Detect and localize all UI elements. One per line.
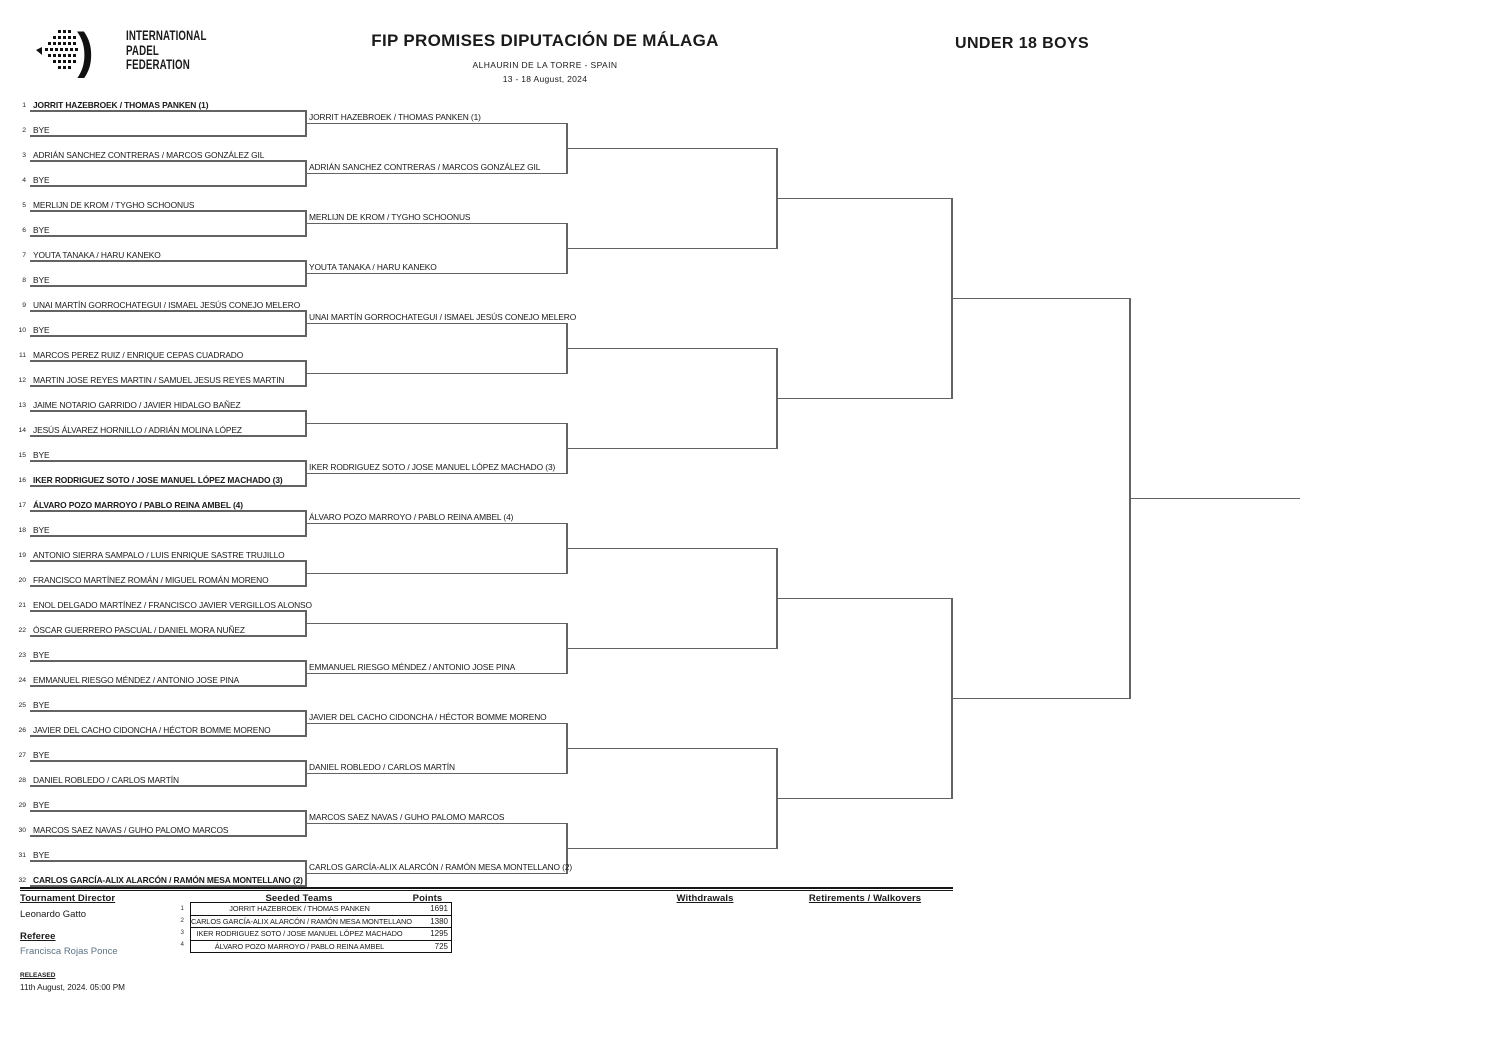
round1-position-number: 12 [18, 377, 26, 384]
round1-position-number: 9 [22, 302, 26, 309]
bracket-line [566, 223, 568, 275]
round2-team-8: IKER RODRIGUEZ SOTO / JOSE MANUEL LÓPEZ MACHADO (3) [309, 462, 556, 472]
bracket-line [566, 423, 568, 475]
round1-position-number: 17 [18, 502, 26, 509]
bracket-line [306, 823, 567, 825]
bracket-line [1130, 498, 1300, 500]
bracket-line [30, 260, 306, 262]
seeded-teams-table [190, 902, 452, 953]
round2-team-12: EMMANUEL RIESGO MÉNDEZ / ANTONIO JOSE PINA [309, 662, 516, 672]
tournament-director-name: Leonardo Gatto [20, 909, 87, 920]
round1-position-number: 31 [18, 852, 26, 859]
seed-row-number: 4 [180, 941, 184, 948]
bracket-line [776, 348, 778, 450]
bracket-line [567, 148, 777, 150]
round1-team-1: JORRIT HAZEBROEK / THOMAS PANKEN (1) [33, 99, 209, 110]
round1-position-number: 18 [18, 527, 26, 534]
bracket-line [306, 623, 567, 625]
bracket-line [30, 210, 306, 212]
seeded-team-name: ÁLVARO POZO MARROYO / PABLO REINA AMBEL [214, 941, 385, 951]
bracket-line [776, 148, 778, 250]
bracket-line [30, 235, 306, 237]
round1-position-number: 8 [22, 277, 26, 284]
round2-team-1: JORRIT HAZEBROEK / THOMAS PANKEN (1) [309, 112, 481, 122]
bracket-line [777, 398, 952, 400]
round1-position-number: 32 [18, 877, 26, 884]
bracket-line [30, 835, 306, 837]
bracket-line [305, 710, 307, 737]
bracket-line [30, 635, 306, 637]
tournament-title: FIP PROMISES DIPUTACIÓN DE MÁLAGA [371, 31, 719, 50]
bracket-line [30, 485, 306, 487]
round1-position-number: 19 [18, 552, 26, 559]
bracket-line [306, 423, 567, 425]
seeded-team-row [191, 915, 451, 928]
bracket-line [30, 310, 306, 312]
seeded-teams-heading: Seeded Teams [265, 893, 333, 904]
round1-team-26: JAVIER DEL CACHO CIDONCHA / HÉCTOR BOMME MORENO [33, 724, 271, 735]
round1-position-number: 7 [22, 252, 26, 259]
withdrawals-heading: Withdrawals [676, 893, 734, 904]
seeded-team-name: CARLOS GARCÍA-ALIX ALARCÓN / RAMÓN MESA MONTELLANO [191, 916, 412, 926]
bracket-line [567, 248, 777, 250]
svg-text:): ) [77, 24, 94, 78]
round1-team-28: DANIEL ROBLEDO / CARLOS MARTÍN [33, 774, 179, 785]
round1-team-16: IKER RODRIGUEZ SOTO / JOSE MANUEL LÓPEZ MACHADO (3) [33, 474, 283, 485]
round2-team-3: MERLIJN DE KROM / TYGHO SCHOONUS [309, 212, 471, 222]
bracket-line [30, 385, 306, 387]
round2-team-9: ÁLVARO POZO MARROYO / PABLO REINA AMBEL (4) [309, 512, 514, 522]
seed-row-number: 1 [180, 905, 184, 912]
bracket-line [566, 723, 568, 775]
released-heading: RELEASED [20, 972, 56, 979]
bracket-line [305, 460, 307, 487]
bracket-line [30, 610, 306, 612]
bracket-line [30, 660, 306, 662]
seeded-team-row [191, 940, 451, 953]
bracket-line [305, 860, 307, 887]
tournament-director-heading: Tournament Director [20, 893, 116, 904]
round2-team-5: UNAI MARTÍN GORROCHATEGUI / ISMAEL JESÚS CONEJO MELERO [309, 312, 577, 322]
round1-position-number: 26 [18, 727, 26, 734]
bracket-line [30, 685, 306, 687]
round1-team-32: CARLOS GARCÍA-ALIX ALARCÓN / RAMÓN MESA MONTELLANO (2) [33, 874, 303, 885]
tournament-location: ALHAURIN DE LA TORRE - SPAIN [472, 60, 618, 70]
bracket-line [306, 573, 567, 575]
bracket-line [777, 798, 952, 800]
round2-team-16: CARLOS GARCÍA-ALIX ALARCÓN / RAMÓN MESA MONTELLANO (2) [309, 862, 573, 872]
seeded-team-points: 1380 [430, 916, 448, 926]
round2-team-13: JAVIER DEL CACHO CIDONCHA / HÉCTOR BOMME MORENO [309, 712, 547, 722]
round1-team-14: JESÚS ÁLVAREZ HORNILLO / ADRIÁN MOLINA LÓPEZ [33, 424, 242, 435]
bracket-line [30, 585, 306, 587]
bracket-line [30, 410, 306, 412]
round1-team-3: ADRIÁN SANCHEZ CONTRERAS / MARCOS GONZÁLEZ GIL [33, 149, 265, 160]
referee-name: Francisca Rojas Ponce [20, 946, 118, 957]
round1-position-number: 5 [22, 202, 26, 209]
bracket-line [306, 123, 567, 125]
round1-position-number: 6 [22, 227, 26, 234]
round1-position-number: 3 [22, 152, 26, 159]
round1-position-number: 24 [18, 677, 26, 684]
bracket-line [305, 260, 307, 287]
bracket-line [306, 473, 567, 475]
bracket-line [566, 323, 568, 375]
bracket-line [567, 448, 777, 450]
bracket-line [305, 610, 307, 637]
bracket-line [305, 510, 307, 537]
round1-team-22: ÓSCAR GUERRERO PASCUAL / DANIEL MORA NUÑEZ [33, 624, 245, 635]
round1-position-number: 2 [22, 127, 26, 134]
round1-team-6: BYE [33, 224, 50, 235]
bracket-line [567, 748, 777, 750]
bracket-line [30, 135, 306, 137]
round1-team-29: BYE [33, 799, 50, 810]
round1-team-18: BYE [33, 524, 50, 535]
bracket-line [777, 198, 952, 200]
round1-team-25: BYE [33, 699, 50, 710]
round1-position-number: 14 [18, 427, 26, 434]
retirements-walkovers-heading: Retirements / Walkovers [808, 893, 922, 904]
round1-team-19: ANTONIO SIERRA SAMPALO / LUIS ENRIQUE SASTRE TRUJILLO [33, 549, 285, 560]
bracket-line [305, 760, 307, 787]
seed-row-number: 3 [180, 929, 184, 936]
bracket-line [30, 460, 306, 462]
round1-team-2: BYE [33, 124, 50, 135]
seeded-team-row [191, 927, 451, 940]
tournament-dates: 13 - 18 August, 2024 [502, 74, 588, 84]
round1-position-number: 15 [18, 452, 26, 459]
round2-team-14: DANIEL ROBLEDO / CARLOS MARTÍN [309, 762, 455, 772]
bracket-line [30, 810, 306, 812]
bracket-line [30, 285, 306, 287]
round1-position-number: 30 [18, 827, 26, 834]
round1-team-13: JAIME NOTARIO GARRIDO / JAVIER HIDALGO BAÑEZ [33, 399, 241, 410]
round2-team-15: MARCOS SAEZ NAVAS / GUHO PALOMO MARCOS [309, 812, 505, 822]
federation-logo-text: INTERNATIONAL PADEL FEDERATION [126, 28, 207, 73]
round1-team-15: BYE [33, 449, 50, 460]
bracket-line [30, 535, 306, 537]
bracket-line [305, 410, 307, 437]
round1-team-9: UNAI MARTÍN GORROCHATEGUI / ISMAEL JESÚS CONEJO MELERO [33, 299, 301, 310]
round1-team-30: MARCOS SAEZ NAVAS / GUHO PALOMO MARCOS [33, 824, 229, 835]
bracket-line [30, 360, 306, 362]
bracket-line [30, 185, 306, 187]
round1-position-number: 23 [18, 652, 26, 659]
round1-team-24: EMMANUEL RIESGO MÉNDEZ / ANTONIO JOSE PINA [33, 674, 240, 685]
round1-position-number: 21 [18, 602, 26, 609]
bracket-line [30, 710, 306, 712]
bracket-line [306, 873, 567, 875]
seeded-team-points: 725 [434, 941, 448, 951]
round1-position-number: 25 [18, 702, 26, 709]
bracket-line [306, 523, 567, 525]
round1-team-10: BYE [33, 324, 50, 335]
bracket-line [306, 773, 567, 775]
bracket-line [306, 273, 567, 275]
bracket-line [777, 598, 952, 600]
round1-team-12: MARTIN JOSE REYES MARTIN / SAMUEL JESUS REYES MARTIN [33, 374, 285, 385]
bracket-line [306, 323, 567, 325]
bracket-line [567, 848, 777, 850]
bracket-line [566, 623, 568, 675]
round2-team-4: YOUTA TANAKA / HARU KANEKO [309, 262, 437, 272]
bracket-line [567, 348, 777, 350]
round1-team-21: ENOL DELGADO MARTÍNEZ / FRANCISCO JAVIER VERGILLOS ALONSO [33, 599, 312, 610]
bracket-line [30, 110, 306, 112]
bracket-line [306, 223, 567, 225]
bracket-line [306, 373, 567, 375]
bracket-line [1129, 298, 1131, 700]
category-label: UNDER 18 BOYS [955, 35, 1090, 52]
round1-team-7: YOUTA TANAKA / HARU KANEKO [33, 249, 161, 260]
bracket-line [566, 123, 568, 175]
round1-team-31: BYE [33, 849, 50, 860]
bracket-line [305, 310, 307, 337]
bracket-line [30, 510, 306, 512]
round1-team-23: BYE [33, 649, 50, 660]
bracket-line [567, 548, 777, 550]
round1-team-17: ÁLVARO POZO MARROYO / PABLO REINA AMBEL (4) [33, 499, 243, 510]
round1-position-number: 29 [18, 802, 26, 809]
bracket-line [30, 335, 306, 337]
bracket-line [30, 760, 306, 762]
round1-position-number: 10 [18, 327, 26, 334]
bracket-line [305, 560, 307, 587]
bracket-line [30, 160, 306, 162]
bracket-line [952, 298, 1130, 300]
round1-team-4: BYE [33, 174, 50, 185]
bracket-line [951, 598, 953, 800]
round1-team-11: MARCOS PEREZ RUIZ / ENRIQUE CEPAS CUADRADO [33, 349, 244, 360]
bracket-line [30, 435, 306, 437]
round1-position-number: 11 [18, 352, 26, 359]
bracket-line [305, 660, 307, 687]
round1-position-number: 22 [18, 627, 26, 634]
round1-team-20: FRANCISCO MARTÍNEZ ROMÁN / MIGUEL ROMÁN MORENO [33, 574, 269, 585]
bracket-line [30, 735, 306, 737]
bracket-line [566, 523, 568, 575]
released-datetime: 11th August, 2024. 05:00 PM [20, 983, 125, 992]
bracket-line [952, 698, 1130, 700]
seed-row-number: 2 [180, 917, 184, 924]
bracket-line [567, 648, 777, 650]
bracket-line [306, 673, 567, 675]
bracket-line [305, 810, 307, 837]
round1-team-27: BYE [33, 749, 50, 760]
bracket-line [951, 198, 953, 400]
footer-separator [20, 887, 953, 891]
points-heading: Points [412, 893, 443, 904]
bracket-line [30, 785, 306, 787]
referee-heading: Referee [20, 931, 56, 942]
bracket-line [305, 210, 307, 237]
seeded-team-name: JORRIT HAZEBROEK / THOMAS PANKEN [229, 904, 370, 914]
round1-team-8: BYE [33, 274, 50, 285]
bracket-line [305, 160, 307, 187]
bracket-line [305, 360, 307, 387]
bracket-line [30, 860, 306, 862]
bracket-line [776, 548, 778, 650]
seeded-team-name: IKER RODRIGUEZ SOTO / JOSE MANUEL LÓPEZ MACHADO [196, 929, 403, 939]
round2-team-2: ADRIÁN SANCHEZ CONTRERAS / MARCOS GONZÁLEZ GIL [309, 162, 541, 172]
round1-position-number: 27 [18, 752, 26, 759]
round1-position-number: 28 [18, 777, 26, 784]
bracket-line [776, 748, 778, 850]
seeded-team-points: 1295 [430, 929, 448, 939]
round1-position-number: 20 [18, 577, 26, 584]
bracket-line [30, 560, 306, 562]
round1-position-number: 1 [22, 102, 26, 109]
round1-position-number: 16 [18, 477, 26, 484]
round1-position-number: 4 [22, 177, 26, 184]
seeded-team-row [191, 903, 451, 915]
bracket-line [305, 110, 307, 137]
round1-team-5: MERLIJN DE KROM / TYGHO SCHOONUS [33, 199, 195, 210]
bracket-line [306, 723, 567, 725]
seeded-team-points: 1691 [430, 904, 448, 914]
round1-position-number: 13 [18, 402, 26, 409]
bracket-line [306, 173, 567, 175]
